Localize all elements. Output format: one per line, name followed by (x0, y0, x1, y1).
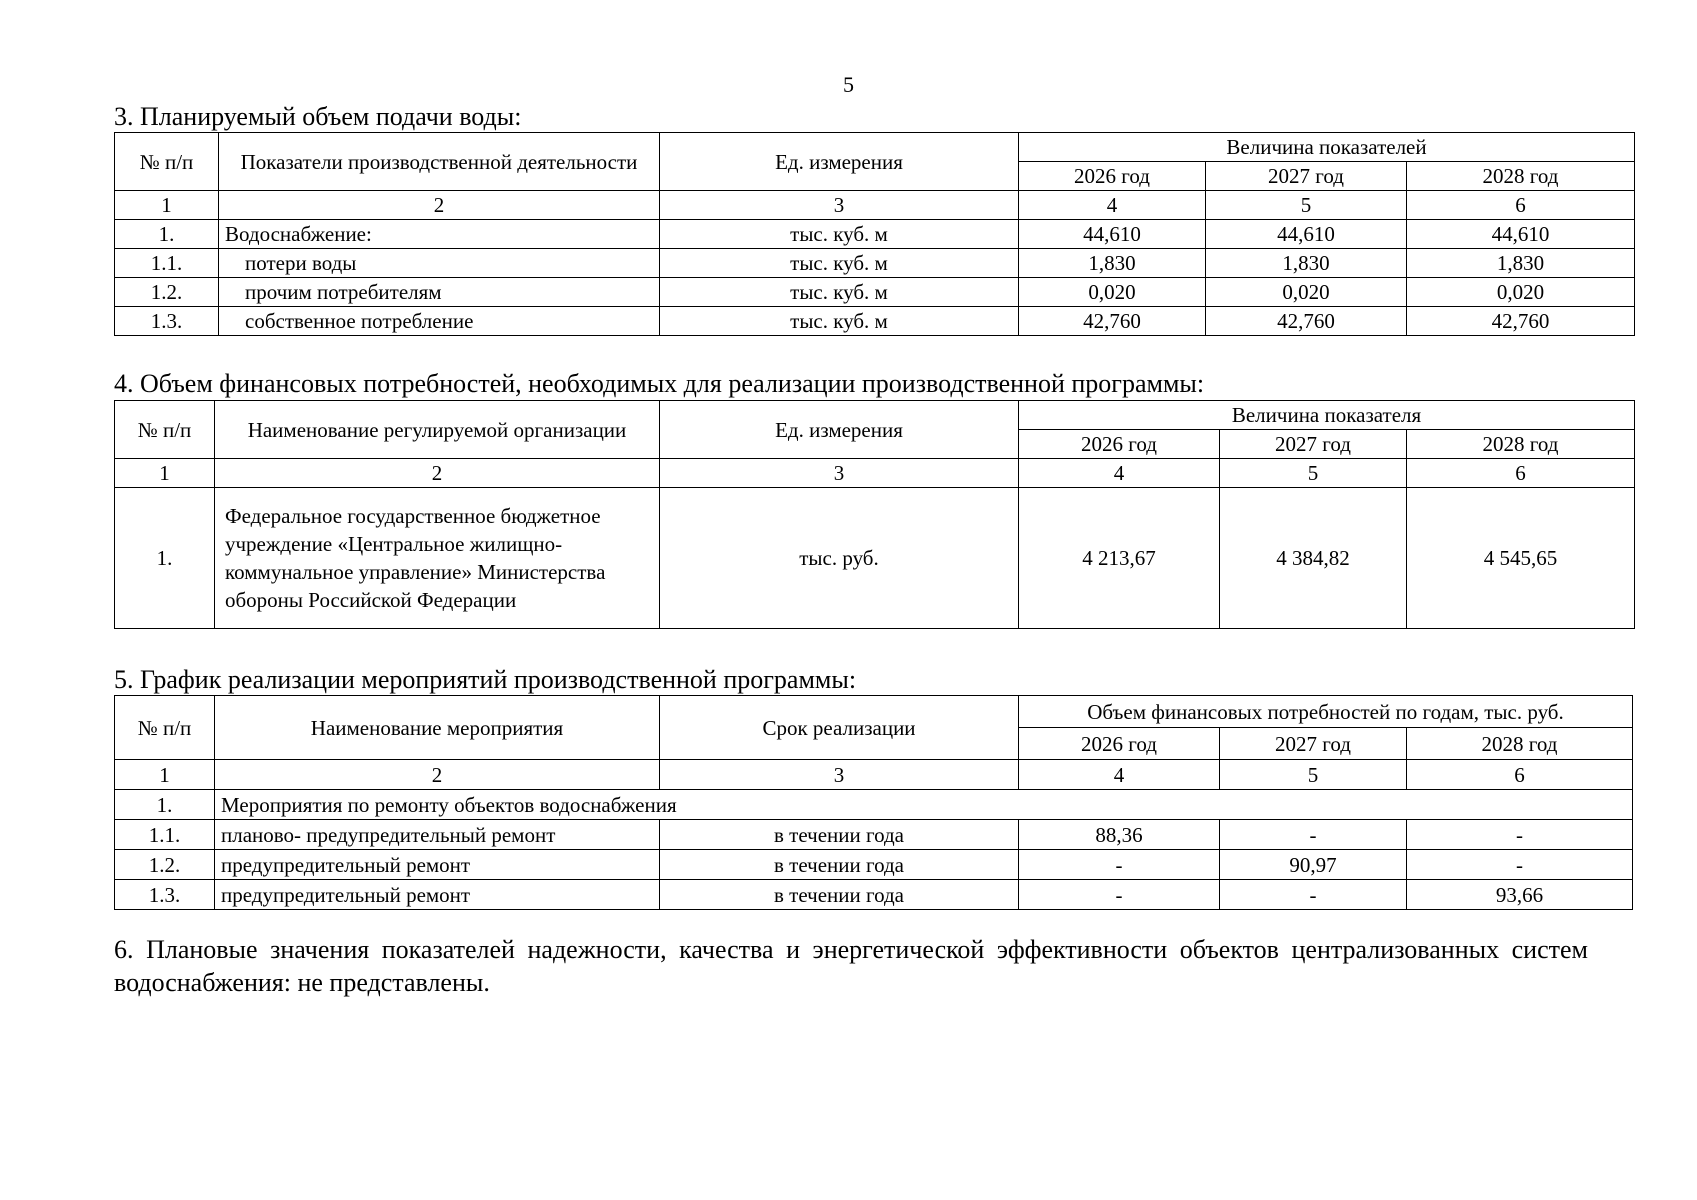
schedule-table (114, 695, 1633, 910)
column-number: 4 (1019, 191, 1206, 220)
row-term: в течении года (660, 820, 1019, 850)
header-term: Срок реализации (660, 696, 1019, 760)
column-number: 3 (660, 191, 1019, 220)
header-year: 2026 год (1019, 728, 1220, 760)
page-number: 5 (843, 72, 854, 97)
row-term: в течении года (660, 880, 1019, 910)
row-name: Водоснабжение: (219, 220, 660, 249)
column-number: 6 (1407, 459, 1635, 488)
section-4-title: 4. Объем финансовых потребностей, необходимых для реализации производственной программы: (114, 369, 1205, 398)
row-value-2026: - (1019, 880, 1220, 910)
table-row (115, 820, 1633, 850)
header-year: 2028 год (1407, 162, 1635, 191)
table-row (115, 278, 1635, 307)
header-org: Наименование регулируемой организации (215, 401, 660, 459)
row-value-2026: 88,36 (1019, 820, 1220, 850)
row-unit: тыс. куб. м (660, 220, 1019, 249)
column-number: 5 (1220, 459, 1407, 488)
row-num: 1. (115, 220, 219, 249)
row-value-2026: 4 213,67 (1019, 488, 1220, 629)
row-value-2027: 1,830 (1206, 249, 1407, 278)
row-value-2027: 0,020 (1206, 278, 1407, 307)
column-number: 6 (1407, 760, 1633, 790)
table-row (115, 880, 1633, 910)
row-name: собственное потребление (219, 307, 660, 336)
table-row (115, 249, 1635, 278)
row-value-2027: - (1220, 820, 1407, 850)
column-number: 1 (115, 191, 219, 220)
header-year: 2027 год (1206, 162, 1407, 191)
table-row (115, 307, 1635, 336)
row-term: в течении года (660, 850, 1019, 880)
header-year: 2028 год (1407, 728, 1633, 760)
row-num: 1.1. (115, 249, 219, 278)
table-group-row (115, 790, 1633, 820)
row-num: 1.3. (115, 307, 219, 336)
row-name: прочим потребителям (219, 278, 660, 307)
row-value-2028: 44,610 (1407, 220, 1635, 249)
row-name: планово- предупредительный ремонт (215, 820, 660, 850)
row-value-2028: - (1407, 820, 1633, 850)
section-3-title: 3. Планируемый объем подачи воды: (114, 102, 522, 131)
header-indicator: Показатели производственной деятельности (219, 133, 660, 191)
header-num: № п/п (115, 133, 219, 191)
table-row (115, 488, 1635, 629)
row-unit: тыс. куб. м (660, 307, 1019, 336)
header-year: 2027 год (1220, 430, 1407, 459)
table-row (115, 850, 1633, 880)
row-value-2028: 0,020 (1407, 278, 1635, 307)
row-name: предупредительный ремонт (215, 850, 660, 880)
section-5-title: 5. График реализации мероприятий производственной программы: (114, 665, 857, 694)
group-row-name: Мероприятия по ремонту объектов водоснабжения (215, 790, 1633, 820)
table-row (115, 220, 1635, 249)
column-number: 4 (1019, 459, 1220, 488)
column-number: 1 (115, 760, 215, 790)
row-value-2026: 42,760 (1019, 307, 1206, 336)
row-name: потери воды (219, 249, 660, 278)
row-value-2026: 0,020 (1019, 278, 1206, 307)
row-value-2027: - (1220, 880, 1407, 910)
header-year: 2027 год (1220, 728, 1407, 760)
row-value-2028: 93,66 (1407, 880, 1633, 910)
column-number-row (115, 760, 1633, 790)
column-number: 4 (1019, 760, 1220, 790)
column-number: 1 (115, 459, 215, 488)
header-year: 2028 год (1407, 430, 1635, 459)
column-number: 3 (660, 760, 1019, 790)
row-org-name: Федеральное государственное бюджетное учреждение «Центральное жилищно-коммунальное управление» Министерства обороны Российской Федерации (215, 488, 660, 629)
column-number: 6 (1407, 191, 1635, 220)
header-year: 2026 год (1019, 430, 1220, 459)
row-num: 1.3. (115, 880, 215, 910)
header-year: 2026 год (1019, 162, 1206, 191)
row-value-2027: 42,760 (1206, 307, 1407, 336)
row-value-2026: - (1019, 850, 1220, 880)
column-number-row (115, 191, 1635, 220)
row-value-2028: 42,760 (1407, 307, 1635, 336)
header-unit: Ед. измерения (660, 133, 1019, 191)
header-event: Наименование мероприятия (215, 696, 660, 760)
row-num: 1. (115, 488, 215, 629)
row-value-2027: 90,97 (1220, 850, 1407, 880)
header-group: Величина показателя (1019, 401, 1635, 430)
row-value-2027: 44,610 (1206, 220, 1407, 249)
row-value-2028: - (1407, 850, 1633, 880)
header-group: Величина показателей (1019, 133, 1635, 162)
row-num: 1. (115, 790, 215, 820)
header-unit: Ед. измерения (660, 401, 1019, 459)
section-6-paragraph: 6. Плановые значения показателей надежности, качества и энергетической эффективности объектов централизованных систем водоснабжения: не представлены. (114, 935, 1588, 997)
row-num: 1.2. (115, 850, 215, 880)
row-num: 1.2. (115, 278, 219, 307)
financial-needs-table (114, 400, 1635, 629)
row-value-2026: 1,830 (1019, 249, 1206, 278)
row-unit: тыс. куб. м (660, 249, 1019, 278)
column-number: 2 (215, 459, 660, 488)
row-value-2028: 1,830 (1407, 249, 1635, 278)
column-number-row (115, 459, 1635, 488)
row-value-2026: 44,610 (1019, 220, 1206, 249)
column-number: 5 (1206, 191, 1407, 220)
column-number: 2 (219, 191, 660, 220)
column-number: 3 (660, 459, 1019, 488)
table-header-row (115, 401, 1635, 430)
header-num: № п/п (115, 696, 215, 760)
water-supply-table (114, 132, 1635, 336)
row-unit: тыс. руб. (660, 488, 1019, 629)
row-name: предупредительный ремонт (215, 880, 660, 910)
header-num: № п/п (115, 401, 215, 459)
row-value-2028: 4 545,65 (1407, 488, 1635, 629)
header-group: Объем финансовых потребностей по годам, тыс. руб. (1019, 696, 1633, 728)
row-value-2027: 4 384,82 (1220, 488, 1407, 629)
table-header-row (115, 133, 1635, 162)
row-unit: тыс. куб. м (660, 278, 1019, 307)
column-number: 2 (215, 760, 660, 790)
column-number: 5 (1220, 760, 1407, 790)
table-header-row (115, 696, 1633, 728)
row-num: 1.1. (115, 820, 215, 850)
